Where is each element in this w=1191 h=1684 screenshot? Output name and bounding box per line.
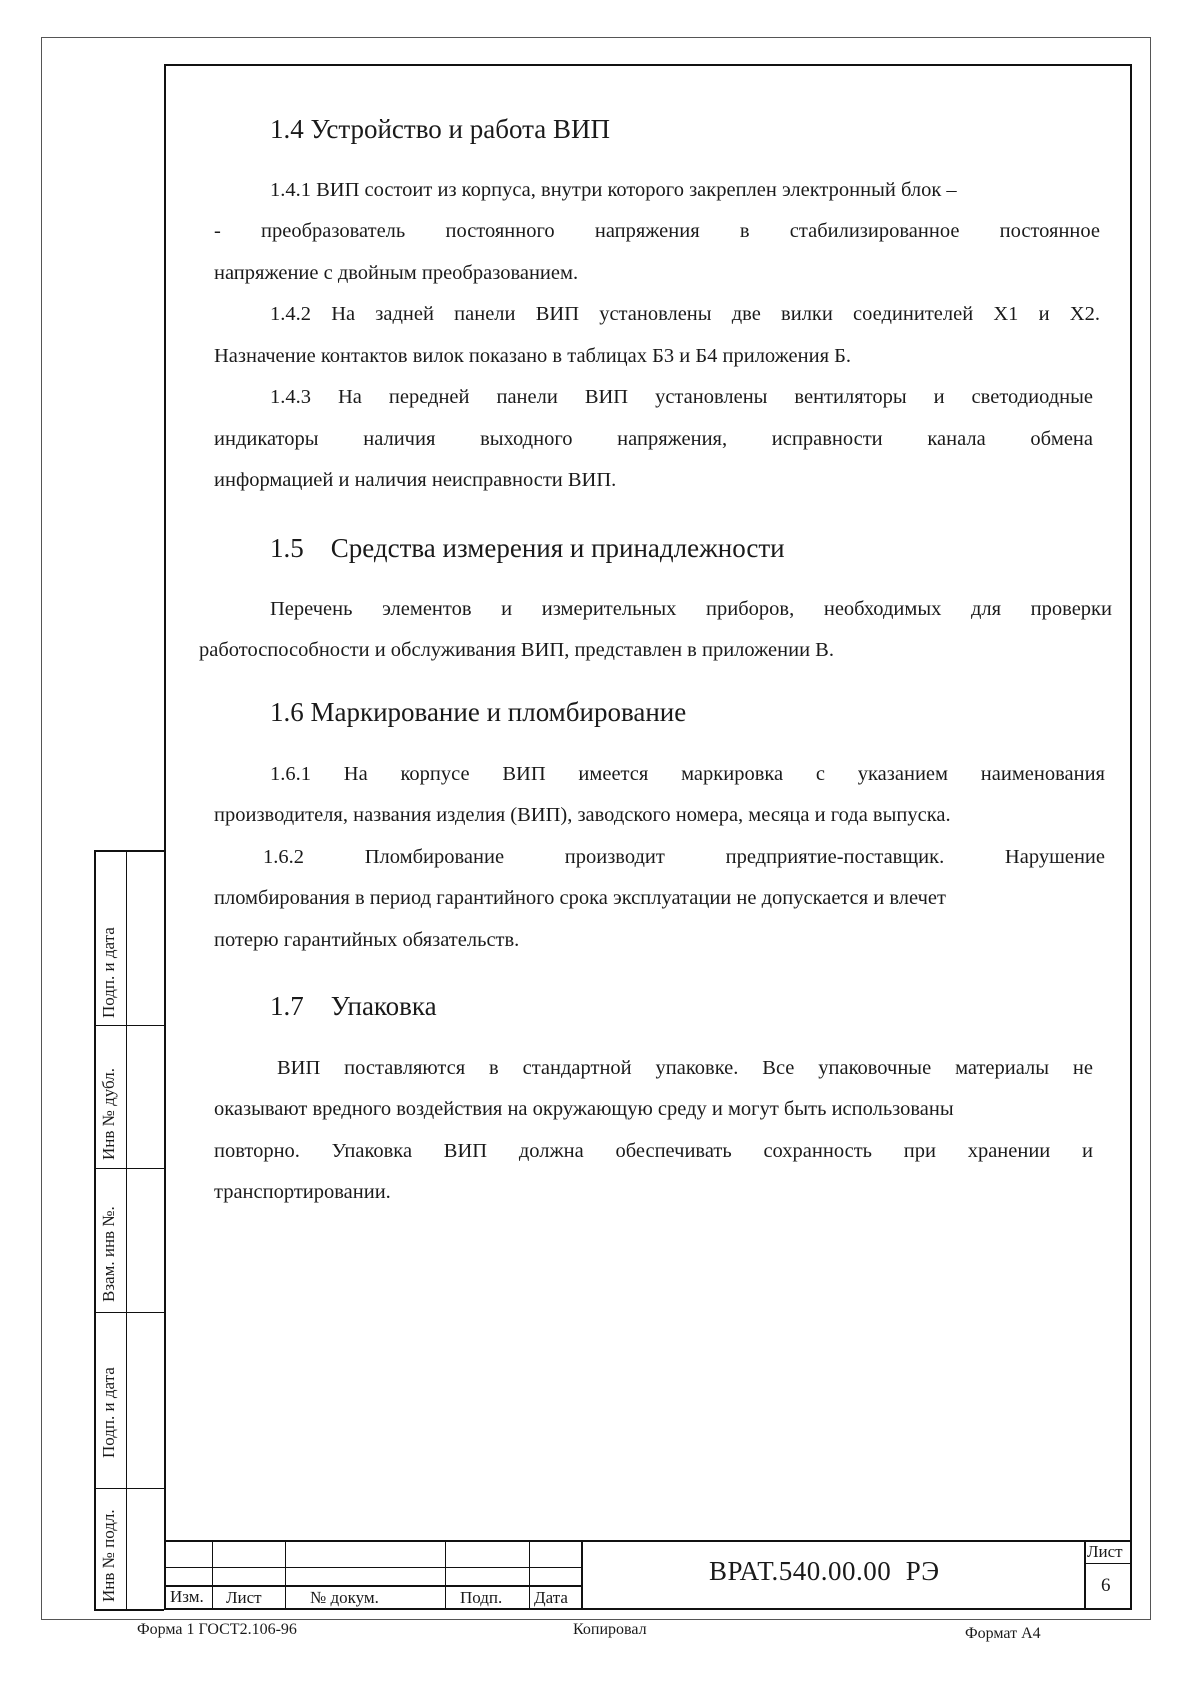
para-1-4-3-line-2: индикаторы наличия выходного напряжения, исправности канала обмена bbox=[214, 428, 1093, 450]
stamp-label-data: Дата bbox=[534, 1588, 568, 1607]
para-1-4-1-line-3: напряжение с двойным преобразованием. bbox=[214, 262, 579, 284]
para-1-4-3-line-3: информацией и наличия неисправности ВИП. bbox=[214, 469, 617, 491]
para-1-5-line-1: Перечень элементов и измерительных приборов, необходимых для проверки bbox=[270, 598, 1112, 620]
side-strip-sep-2 bbox=[94, 1168, 164, 1169]
stamp-label-doc-num: № докум. bbox=[310, 1588, 379, 1607]
para-1-7-line-2: оказывают вредного воздействия на окружающую среду и могут быть использованы bbox=[214, 1098, 954, 1120]
side-strip-divider bbox=[126, 850, 127, 1610]
side-label-podp-data-2: Подп. и дата bbox=[99, 1367, 118, 1458]
side-strip-left-border bbox=[94, 850, 96, 1610]
stamp-top-border bbox=[164, 1540, 1130, 1542]
side-strip-sep-3 bbox=[94, 1312, 164, 1313]
stamp-label-izm: Изм. bbox=[170, 1587, 204, 1606]
stamp-col-sheet bbox=[1084, 1540, 1086, 1610]
side-label-podp-data-1: Подп. и дата bbox=[99, 927, 118, 1018]
para-1-6-2-line-1: 1.6.2 Пломбирование производит предприятие-поставщик. Нарушение bbox=[263, 846, 1105, 868]
stamp-col-podp bbox=[529, 1540, 530, 1610]
para-1-5-line-2: работоспособности и обслуживания ВИП, представлен в приложении В. bbox=[199, 639, 834, 661]
para-1-4-2-line-1: 1.4.2 На задней панели ВИП установлены две вилки соединителей X1 и X2. bbox=[270, 303, 1100, 325]
para-1-4-3-line-1: 1.4.3 На передней панели ВИП установлены вентиляторы и светодиодные bbox=[270, 386, 1093, 408]
stamp-label-podp: Подп. bbox=[460, 1588, 503, 1607]
para-1-4-1-line-1: 1.4.1 ВИП состоит из корпуса, внутри которого закреплен электронный блок – bbox=[270, 179, 957, 201]
side-strip-sep-4 bbox=[94, 1488, 164, 1489]
stamp-sheet-number: 6 bbox=[1101, 1575, 1111, 1596]
section-1-4-title: 1.4 Устройство и работа ВИП bbox=[270, 114, 610, 144]
stamp-sheet-label: Лист bbox=[1087, 1542, 1123, 1561]
side-strip-bottom bbox=[94, 1609, 164, 1611]
stamp-sheet-divider bbox=[1084, 1563, 1130, 1564]
footer-form: Форма 1 ГОСТ2.106-96 bbox=[137, 1621, 297, 1638]
document-code: ВРАТ.540.00.00 РЭ bbox=[709, 1556, 940, 1586]
para-1-7-line-1: ВИП поставляются в стандартной упаковке. Все упаковочные материалы не bbox=[277, 1057, 1093, 1079]
para-1-6-2-line-2: пломбирования в период гарантийного срока эксплуатации не допускается и влечет bbox=[214, 887, 946, 909]
para-1-6-2-line-3: потерю гарантийных обязательств. bbox=[214, 929, 520, 951]
side-label-inv-podl: Инв № подл. bbox=[99, 1509, 118, 1602]
stamp-col-list bbox=[285, 1540, 286, 1610]
side-label-inv-dubl: Инв № дубл. bbox=[99, 1067, 118, 1160]
para-1-4-1-line-2: - преобразователь постоянного напряжения в стабилизированное постоянное bbox=[214, 220, 1100, 242]
title-block bbox=[164, 1540, 1132, 1610]
side-strip-sep-1 bbox=[94, 1025, 164, 1026]
para-1-6-1-line-1: 1.6.1 На корпусе ВИП имеется маркировка с указанием наименования bbox=[270, 763, 1105, 785]
footer-format: Формат А4 bbox=[965, 1625, 1041, 1642]
section-1-7-title: 1.7 Упаковка bbox=[270, 991, 437, 1021]
para-1-7-line-3: повторно. Упаковка ВИП должна обеспечивать сохранность при хранении и bbox=[214, 1140, 1093, 1162]
stamp-row-line-2 bbox=[164, 1585, 581, 1587]
stamp-row-line-1 bbox=[164, 1567, 581, 1568]
stamp-col-izm bbox=[212, 1540, 213, 1610]
section-1-5-title: 1.5 Средства измерения и принадлежности bbox=[270, 533, 785, 563]
para-1-6-1-line-2: производителя, названия изделия (ВИП), заводского номера, месяца и года выпуска. bbox=[214, 804, 951, 826]
stamp-col-doc bbox=[445, 1540, 446, 1610]
para-1-7-line-4: транспортировании. bbox=[214, 1181, 391, 1203]
side-strip-top bbox=[94, 850, 164, 852]
para-1-4-2-line-2: Назначение контактов вилок показано в таблицах Б3 и Б4 приложения Б. bbox=[214, 345, 852, 367]
side-label-vzam-inv: Взам. инв №. bbox=[99, 1206, 118, 1302]
footer-copied: Копировал bbox=[573, 1621, 647, 1638]
stamp-label-list: Лист bbox=[226, 1588, 262, 1607]
stamp-col-data bbox=[581, 1540, 583, 1610]
section-1-6-title: 1.6 Маркирование и пломбирование bbox=[270, 697, 687, 727]
